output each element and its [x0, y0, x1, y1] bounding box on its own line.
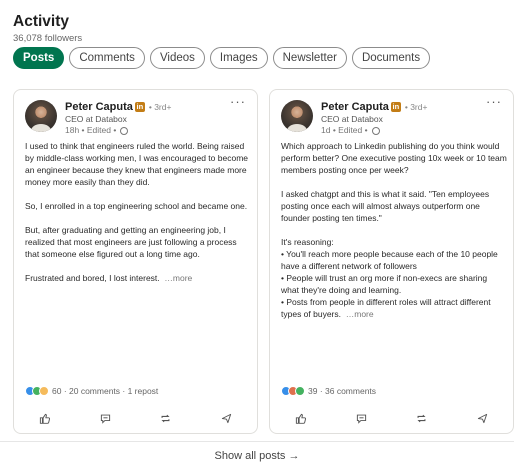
- premium-badge-icon: in: [136, 102, 144, 111]
- post-actions: [270, 408, 513, 428]
- engagement-counts[interactable]: 60 · 20 comments · 1 repost: [52, 386, 159, 396]
- followers-count: 36,078 followers: [13, 33, 83, 44]
- see-more-link[interactable]: …more: [164, 273, 193, 283]
- post-time: 18h • Edited •: [65, 125, 117, 135]
- avatar[interactable]: [25, 100, 57, 132]
- tab-newsletter[interactable]: Newsletter: [273, 47, 347, 69]
- activity-header: [13, 12, 82, 44]
- author-headline: CEO at Databox: [321, 114, 383, 124]
- author-name[interactable]: Peter Caputa: [321, 101, 389, 113]
- post-paragraph: • You'll reach more people because each of the 10 people have a different network of followers: [281, 249, 498, 271]
- tab-posts[interactable]: Posts: [13, 47, 64, 69]
- comment-icon: [100, 413, 111, 424]
- filter-tabs: [13, 47, 430, 69]
- see-more-link[interactable]: …more: [345, 309, 374, 319]
- connection-degree: • 3rd+: [404, 102, 428, 112]
- post-meta: [321, 125, 427, 136]
- post-paragraph: So, I enrolled in a top engineering school and became one.: [25, 201, 248, 211]
- post-author: [321, 100, 427, 136]
- repost-icon: [160, 413, 171, 424]
- reaction-icons: [25, 386, 49, 396]
- connection-degree: • 3rd+: [148, 102, 172, 112]
- post-paragraph: • Posts from people in different roles will attract different types of buyers. …more: [281, 297, 491, 319]
- reaction-icons: [281, 386, 305, 396]
- post-meta: [65, 125, 171, 136]
- more-options-icon[interactable]: ···: [230, 94, 246, 109]
- comment-button[interactable]: [90, 408, 120, 428]
- globe-icon: [372, 127, 380, 135]
- comment-icon: [356, 413, 367, 424]
- tab-documents[interactable]: Documents: [352, 47, 430, 69]
- post-card: [269, 89, 514, 434]
- page-title: Activity: [13, 13, 69, 30]
- send-icon: [221, 413, 232, 424]
- post-paragraph: I asked chatgpt and this is what it said. "Ten employees posting once each will almost always outperform one founder posting ten times.": [281, 189, 490, 223]
- like-button[interactable]: [29, 408, 59, 428]
- celebrate-reaction-icon: [295, 386, 305, 396]
- engagement-counts[interactable]: 39 · 36 comments: [308, 386, 377, 396]
- post-stats[interactable]: [281, 386, 376, 396]
- post-paragraph: It's reasoning:: [281, 237, 334, 247]
- globe-icon: [120, 127, 128, 135]
- post-paragraph: I used to think that engineers ruled the world. Being raised by middle-class working men, I was encouraged to become an engineer because they knew that engineers made more money more easily than they did.: [25, 141, 248, 187]
- post-stats[interactable]: [25, 386, 158, 396]
- post-paragraph: • People will trust an org more if non-execs are sharing what they're doing and learning.: [281, 273, 488, 295]
- like-icon: [39, 413, 50, 424]
- post-body: [25, 140, 251, 284]
- like-icon: [295, 413, 306, 424]
- repost-button[interactable]: [151, 408, 181, 428]
- insightful-reaction-icon: [39, 386, 49, 396]
- repost-icon: [416, 413, 427, 424]
- post-paragraph: Which approach to Linkedin publishing do you think would perform better? One executive posting 10x week or 10 team members posting once per week?: [281, 141, 507, 175]
- post-paragraph: But, after graduating and getting an engineering job, I realized that most engineers are just following a process that someone else figured out a long time ago.: [25, 225, 237, 259]
- post-card: [13, 89, 258, 434]
- tab-images[interactable]: Images: [210, 47, 268, 69]
- post-author: [65, 100, 171, 136]
- repost-button[interactable]: [407, 408, 437, 428]
- send-icon: [477, 413, 488, 424]
- post-actions: [14, 408, 257, 428]
- divider: [0, 441, 514, 442]
- tab-comments[interactable]: Comments: [69, 47, 145, 69]
- send-button[interactable]: [212, 408, 242, 428]
- like-button[interactable]: [285, 408, 315, 428]
- post-body: [281, 140, 507, 320]
- post-paragraph: Frustrated and bored, I lost interest. …more: [25, 273, 193, 283]
- post-time: 1d • Edited •: [321, 125, 368, 135]
- more-options-icon[interactable]: ···: [486, 94, 502, 109]
- comment-button[interactable]: [346, 408, 376, 428]
- send-button[interactable]: [468, 408, 498, 428]
- avatar[interactable]: [281, 100, 313, 132]
- author-name[interactable]: Peter Caputa: [65, 101, 133, 113]
- premium-badge-icon: in: [392, 102, 400, 111]
- author-headline: CEO at Databox: [65, 114, 127, 124]
- show-all-posts-link[interactable]: Show all posts →: [214, 450, 300, 462]
- tab-videos[interactable]: Videos: [150, 47, 205, 69]
